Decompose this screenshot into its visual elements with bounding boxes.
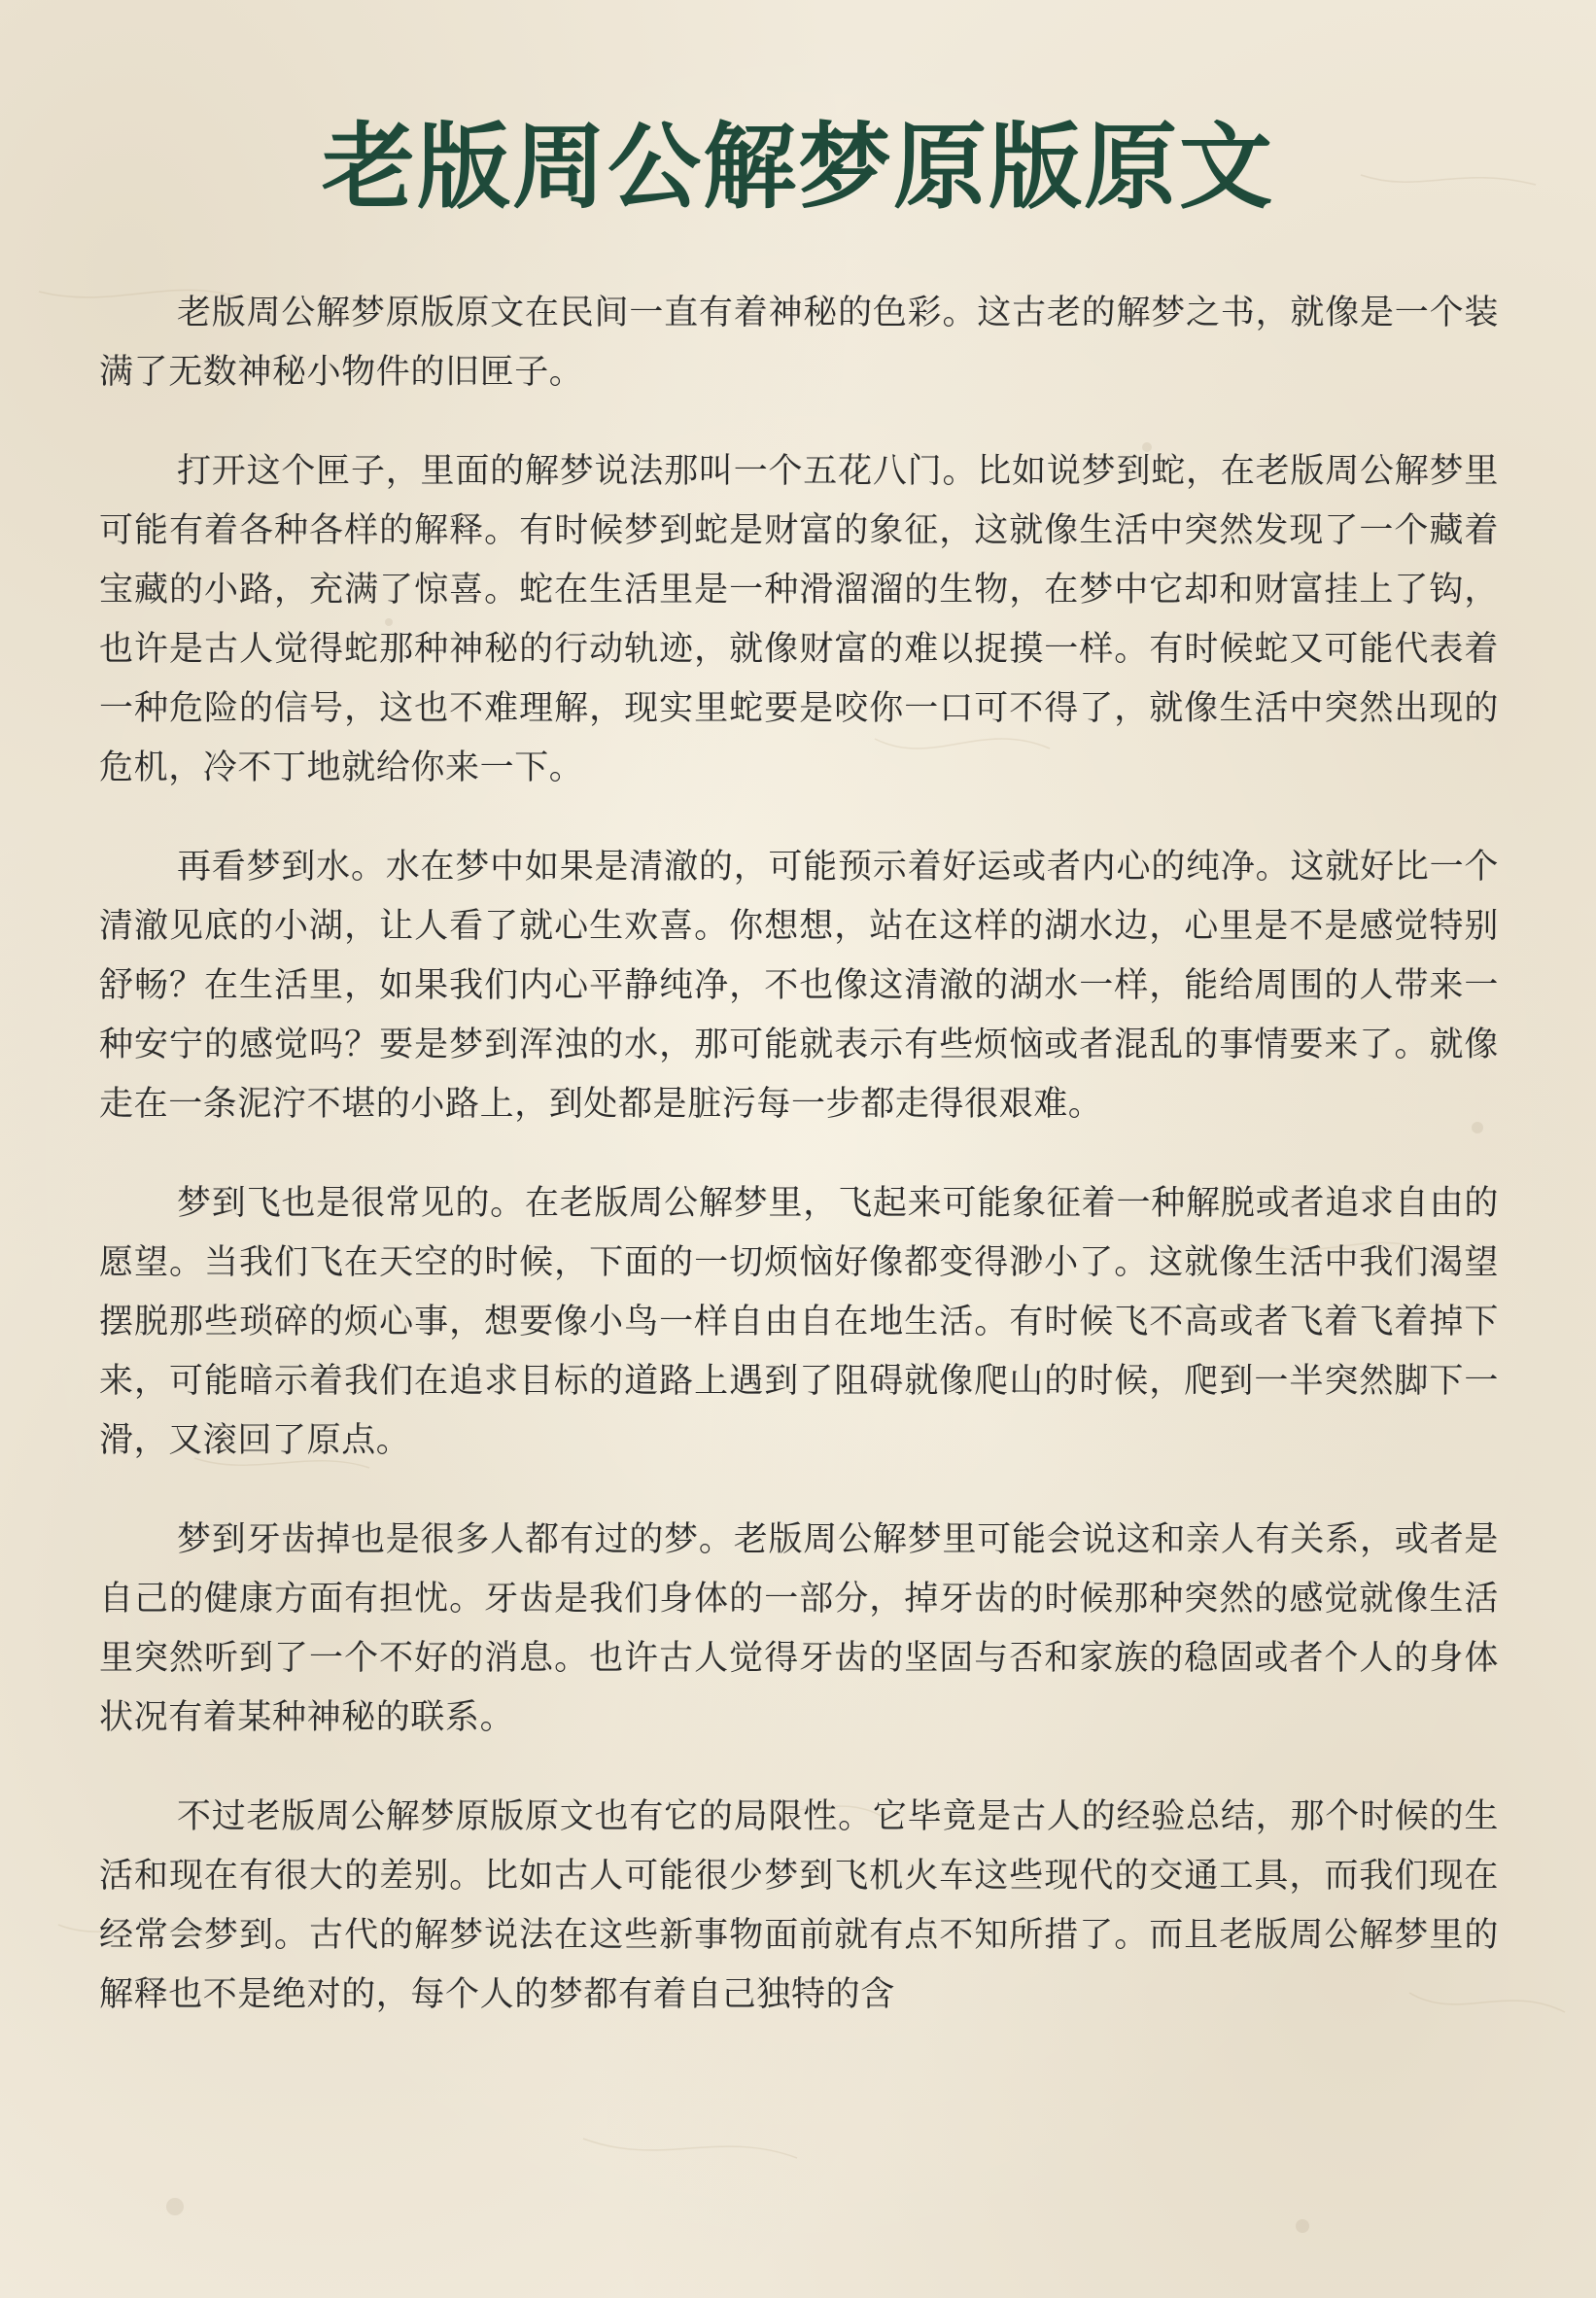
article-body (99, 284, 1499, 2065)
paragraph: 不过老版周公解梦原版原文也有它的局限性。它毕竟是古人的经验总结，那个时候的生活和现在有很大的差别。比如古人可能很少梦到飞机火车这些现代的交通工具，而我们现在经常会梦到。古代的解梦说法在这些新事物面前就有点不知所措了。而且老版周公解梦里的解释也不是绝对的，每个人的梦都有着自己独特的含 (99, 1797, 1499, 2014)
paragraph: 打开这个匣子，里面的解梦说法那叫一个五花八门。比如说梦到蛇，在老版周公解梦里可能有着各种各样的解释。有时候梦到蛇是财富的象征，这就像生活中突然发现了一个藏着宝藏的小路，充满了惊喜。蛇在生活里是一种滑溜溜的生物，在梦中它却和财富挂上了钩，也许是古人觉得蛇那种神秘的行动轨迹，就像财富的难以捉摸一样。有时候蛇又可能代表着一种危险的信号，这也不难理解，现实里蛇要是咬你一口可不得了，就像生活中突然出现的危机，冷不丁地就给你来一下。 (99, 452, 1499, 787)
paragraph: 梦到牙齿掉也是很多人都有过的梦。老版周公解梦里可能会说这和亲人有关系，或者是自己的健康方面有担忧。牙齿是我们身体的一部分，掉牙齿的时候那种突然的感觉就像生活里突然听到了一个不好的消息。也许古人觉得牙齿的坚固与否和家族的稳固或者个人的身体状况有着某种神秘的联系。 (99, 1520, 1499, 1737)
paragraph: 梦到飞也是很常见的。在老版周公解梦里，飞起来可能象征着一种解脱或者追求自由的愿望。当我们飞在天空的时候，下面的一切烦恼好像都变得渺小了。这就像生活中我们渴望摆脱那些琐碎的烦心事，想要像小鸟一样自由自在地生活。有时候飞不高或者飞着飞着掉下来，可能暗示着我们在追求目标的道路上遇到了阻碍就像爬山的时候，爬到一半突然脚下一滑，又滚回了原点。 (99, 1184, 1499, 1460)
paragraph: 再看梦到水。水在梦中如果是清澈的，可能预示着好运或者内心的纯净。这就好比一个清澈见底的小湖，让人看了就心生欢喜。你想想，站在这样的湖水边，心里是不是感觉特别舒畅？在生活里，如果我们内心平静纯净，不也像这清澈的湖水一样，能给周围的人带来一种安宁的感觉吗？要是梦到浑浊的水，那可能就表示有些烦恼或者混乱的事情要来了。就像走在一条泥泞不堪的小路上，到处都是脏污每一步都走得很艰难。 (99, 848, 1499, 1124)
paragraph: 老版周公解梦原版原文在民间一直有着神秘的色彩。这古老的解梦之书，就像是一个装满了无数神秘小物件的旧匣子。 (99, 294, 1499, 392)
page-title: 老版周公解梦原版原文 (322, 113, 1274, 222)
